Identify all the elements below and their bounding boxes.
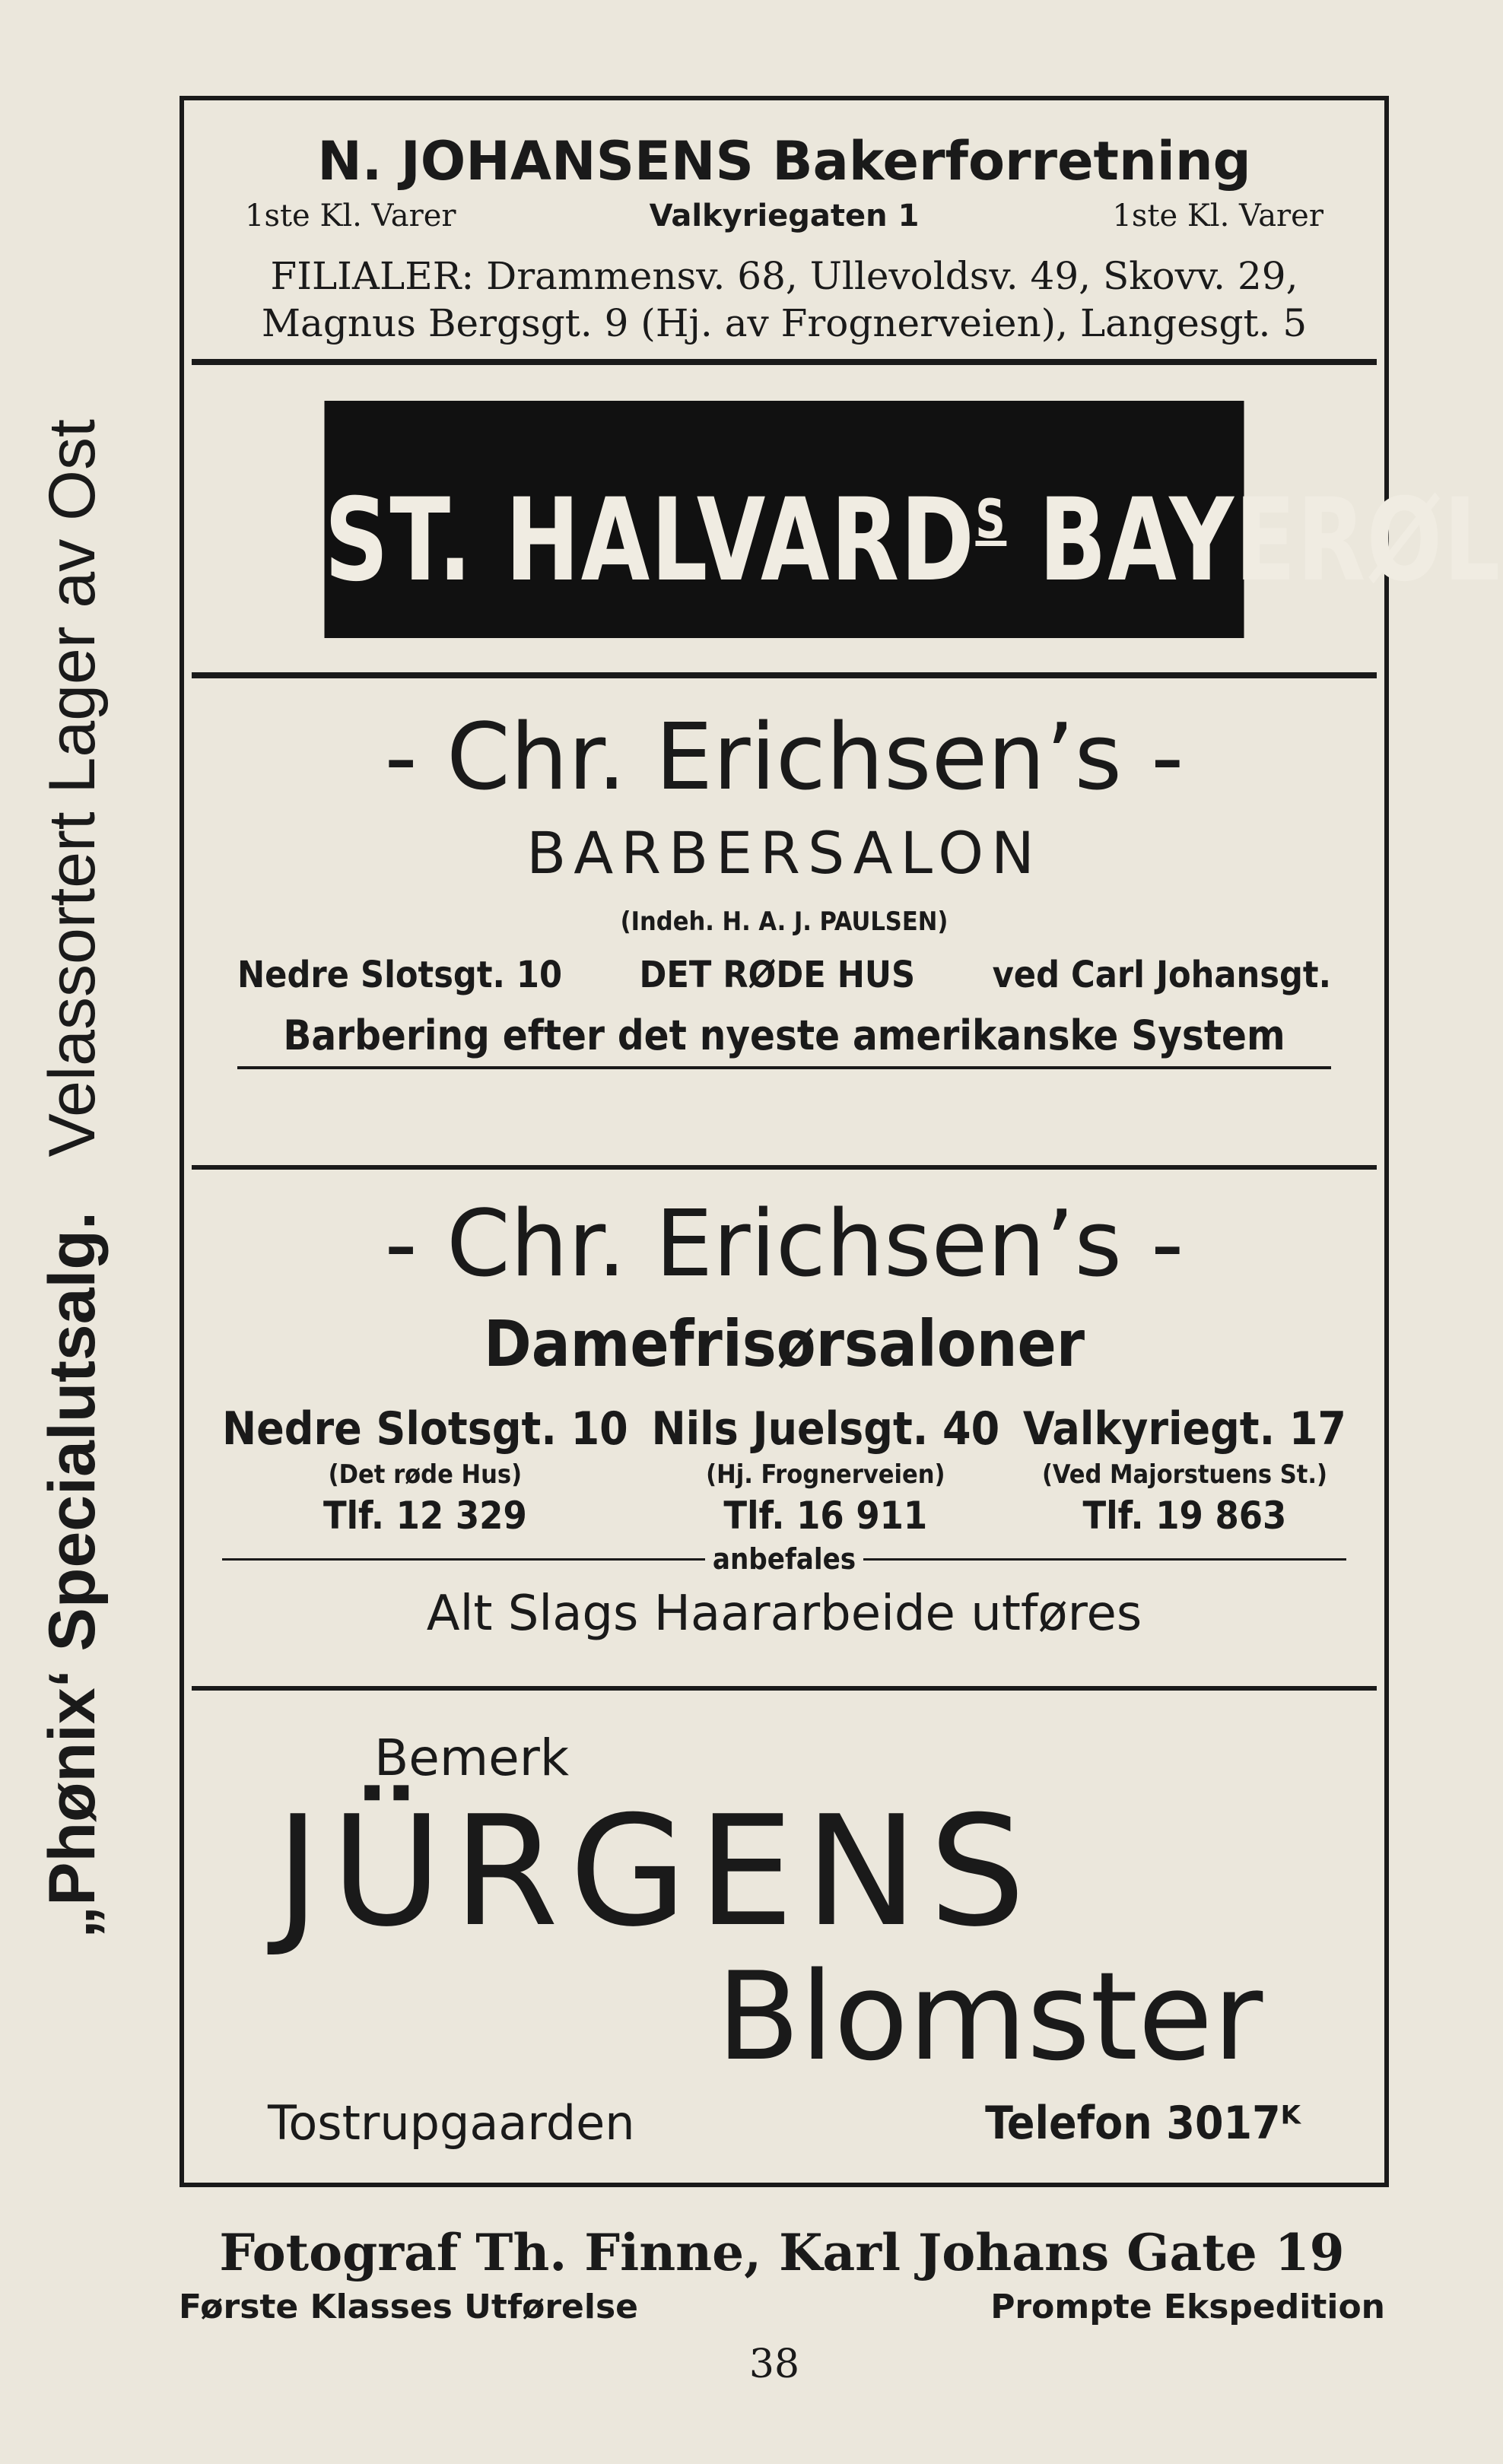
location-note: (Ved Majorstuens St.) [1041, 1459, 1327, 1490]
footer-left: Første Klasses Utførelse [179, 2288, 638, 2326]
divider-rule [192, 672, 1377, 678]
johansen-quality-right: 1ste Kl. Varer [1112, 198, 1323, 233]
johansen-quality-left: 1ste Kl. Varer [245, 198, 456, 233]
footer-title: Fotograf Th. Finne, Karl Johans Gate 19 [219, 2223, 1345, 2282]
barber-slogan: Barbering efter det nyeste amerikanske System [237, 1005, 1331, 1069]
side-advert-bold: „Phønix‘ Specialutsalg. [36, 1211, 109, 1938]
johansen-branches-line1: FILIALER: Drammensv. 68, Ullevoldsv. 49, Skovv. 29, [270, 254, 1298, 298]
side-advert-text [27, 114, 118, 2243]
beer-banner [324, 401, 1501, 638]
barber-house: DET RØDE HUS [639, 954, 916, 996]
dame-title: - Chr. Erichsen’s - [384, 1192, 1184, 1297]
recommended-line-right [863, 1558, 1346, 1561]
barber-corner: ved Carl Johansgt. [992, 954, 1331, 996]
recommended-line-left [222, 1558, 705, 1561]
footer [0, 2221, 1503, 2399]
dame-recommended: anbefales [712, 1542, 856, 1576]
location-street: Valkyriegt. 17 [1022, 1402, 1346, 1456]
beer-name-pre: ST. HALVARD [324, 475, 976, 607]
johansen-title: N. JOHANSENS Bakerforretning [317, 130, 1251, 192]
beer-name-sup: S [975, 488, 1007, 551]
location-street: Nils Juelsgt. 40 [651, 1402, 1000, 1456]
location-phone: Tlf. 12 329 [323, 1494, 527, 1538]
page-number: 38 [748, 2342, 800, 2387]
barber-street: Nedre Slotsgt. 10 [237, 954, 562, 996]
footer-right: Prompte Ekspedition [990, 2288, 1385, 2326]
side-advert-rest: Velassortert Lager av Ost [36, 419, 109, 1157]
barber-advert [184, 701, 1384, 1069]
beer-name-post: BAYERØL [1038, 475, 1501, 607]
advert-frame [180, 96, 1501, 2187]
dame-subtitle: Damefrisørsaloner [483, 1307, 1085, 1381]
location-street: Nedre Slotsgt. 10 [222, 1402, 628, 1456]
dame-locations [222, 1401, 1346, 1539]
jurgens-name: JÜRGENS [275, 1783, 1037, 1961]
dame-slogan: Alt Slags Haararbeide utføres [426, 1586, 1142, 1642]
divider-rule [192, 1686, 1377, 1691]
dame-advert [184, 1188, 1384, 1652]
location-note: (Det røde Hus) [328, 1459, 523, 1490]
dame-location [1023, 1401, 1346, 1539]
dame-location [651, 1401, 999, 1539]
jurgens-advert [184, 1728, 1384, 2154]
jurgens-note: Bemerk [374, 1729, 570, 1787]
jurgens-location: Tostrupgaarden [268, 2095, 635, 2151]
divider-rule [192, 1165, 1377, 1170]
dame-recommended-row [222, 1542, 1346, 1576]
barber-owner: (Indeh. H. A. J. PAULSEN) [620, 907, 949, 937]
location-phone: Tlf. 16 911 [723, 1494, 928, 1538]
divider-rule [192, 359, 1377, 365]
johansen-branches-line2: Magnus Bergsgt. 9 (Hj. av Frognerveien), Langesgt. 5 [261, 301, 1308, 345]
barber-subtitle: BARBERSALON [526, 819, 1042, 887]
location-phone: Tlf. 19 863 [1082, 1494, 1287, 1538]
johansen-address: Valkyriegaten 1 [649, 198, 920, 233]
barber-title: - Chr. Erichsen’s - [384, 705, 1184, 811]
jurgens-product: Blomster [717, 1945, 1263, 2088]
location-note: (Hj. Frognerveien) [706, 1459, 945, 1490]
johansen-advert [184, 131, 1384, 347]
dame-location [222, 1401, 628, 1539]
jurgens-phone: Telefon 3017ᴷ [985, 2097, 1301, 2150]
